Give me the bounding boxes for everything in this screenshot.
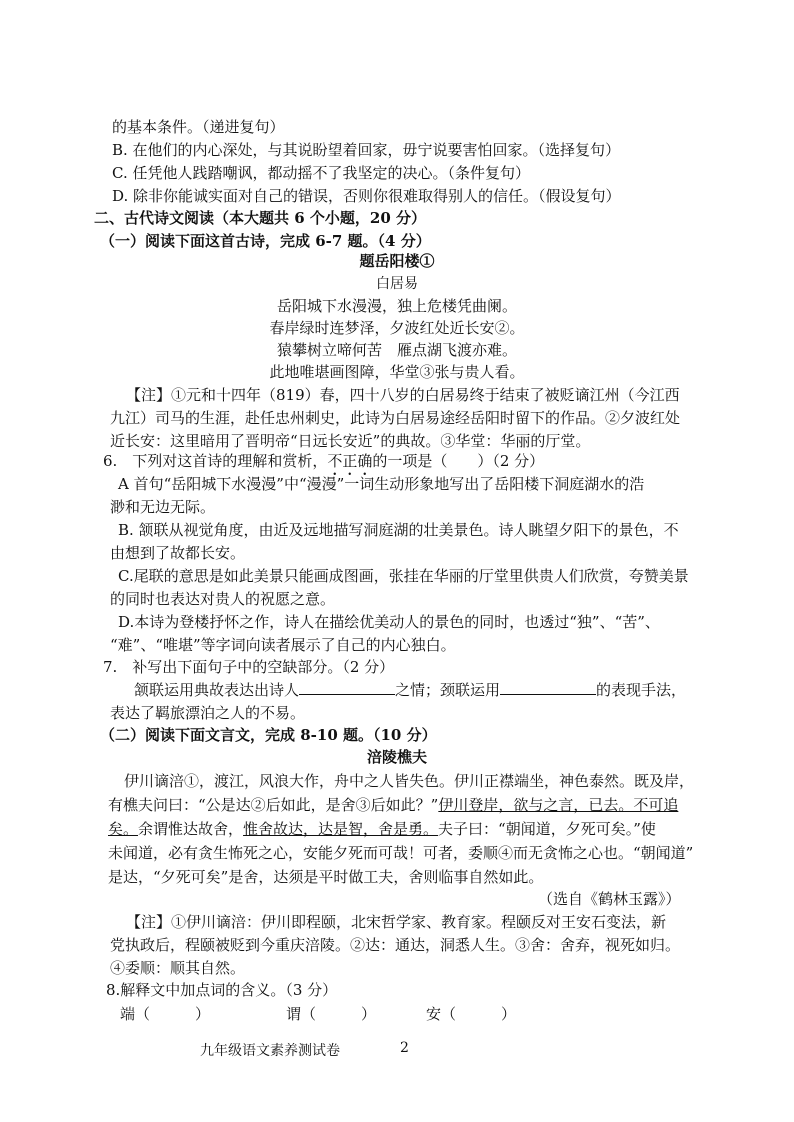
essay-line: 有樵夫问曰：“公是达②后如此，是舍③后如此？”伊川登岸，欲与之言，已去。不可追 [108, 796, 679, 814]
question-8-word: 安（ ） [426, 1005, 517, 1023]
poem-note: 【注】①元和十四年（819）春，四十八岁的白居易终于结束了被贬谪江州（今江西 [126, 386, 680, 404]
essay-note: 【注】①伊川谪涪：伊川即程颐，北宋哲学家、教育家。程颐反对王安石变法，新 [126, 913, 667, 931]
essay-note: ④委顺：顺其自然。 [110, 959, 246, 977]
option-b: B. 在他们的内心深处，与其说盼望着回家，毋宁说要害怕回家。（选择复句） [112, 141, 621, 159]
part-one-heading: （一）阅读下面这首古诗，完成 6-7 题。（4 分） [100, 232, 431, 250]
poem-line: 岳阳城下水漫漫，独上危楼凭曲阑。 [276, 297, 517, 315]
option-c: C. 任凭他人践踏嘲讽，都动摇不了我坚定的决心。（条件复句） [112, 164, 530, 182]
essay-line: 伊川谪涪①，渡江，风浪大作，舟中之人皆失色。伊川正襟端坐，神色泰然。既及岸， [124, 772, 695, 790]
question-6-option-c-cont: 的同时也表达对贵人的祝愿之意。 [110, 590, 336, 608]
section-heading: 二、古代诗文阅读（本大题共 6 个小题，20 分） [94, 209, 426, 227]
essay-source: （选自《鹤林玉露》） [538, 890, 681, 908]
poem-line: 春岸绿时连梦泽，夕波红处近长安②。 [269, 319, 525, 337]
essay-line: 矣。余谓惟达故舍，惟舍故达，达是智，舍是勇。夫子曰：“朝闻道，夕死可矣。”使 [108, 820, 656, 838]
page-number: 2 [400, 1040, 409, 1056]
question-7-stem: 7. 补写出下面句子中的空缺部分。（2 分） [103, 658, 395, 676]
question-6-option-a: A 首句“岳阳城下水漫漫”中“漫漫”一词生动形象地写出了岳阳楼下洞庭湖水的浩 [118, 475, 645, 493]
option-d: D. 除非你能诚实面对自己的错误，否则你很难取得别人的信任。（假设复句） [112, 187, 621, 205]
question-8-stem: 8.解释文中加点词的含义。（3 分） [106, 981, 338, 999]
essay-title: 涪陵樵夫 [366, 748, 427, 766]
question-6-option-c: C.尾联的意思是如此美景只能画成图画，张挂在华丽的厅堂里供贵人们欣赏，夸赞美景 [118, 567, 689, 585]
poem-note: 九江）司马的生涯，赴任忠州刺史，此诗为白居易途经岳阳时留下的作品。②夕波红处 [110, 409, 681, 427]
answer-blank[interactable] [500, 680, 596, 695]
poem-note: 近长安：这里暗用了晋明帝“日远长安近”的典故。③华堂：华丽的厅堂。 [110, 432, 591, 450]
question-6-option-b: B. 颔联从视觉角度，由近及远地描写洞庭湖的壮美景色。诗人眺望夕阳下的景色，不 [118, 521, 679, 539]
poem-title: 题岳阳楼① [359, 252, 435, 270]
question-8-word: 端（ ） [120, 1005, 211, 1023]
emphasis-text: 不正确 [327, 452, 373, 470]
footer-title: 九年级语文素养测试卷 [200, 1043, 340, 1059]
essay-note: 党执政后，程颐被贬到今重庆涪陵。②达：通达，洞悉人生。③舍：舍弃，视死如归。 [110, 936, 681, 954]
question-7-line-cont: 表达了羁旅漂泊之人的不易。 [110, 704, 306, 722]
question-7-line: 颔联运用典故表达出诗人 之情；颈联运用 的表现手法， [134, 681, 687, 699]
poem-author: 白居易 [376, 276, 418, 292]
question-6-stem: 6. 下列对这首诗的理解和赏析，不正确的一项是（ ）（2 分） [103, 452, 545, 470]
essay-line: 是达，“夕死可矣”是舍，达须是平时做工夫，舍则临事自然如此。 [108, 868, 544, 886]
question-6-option-a-cont: 渺和无边无际。 [110, 498, 216, 516]
part-two-heading: （二）阅读下面文言文，完成 8-10 题。（10 分） [100, 726, 437, 744]
poem-line: 此地唯堪画图障，华堂③张与贵人看。 [269, 363, 525, 381]
question-8-word: 谓（ ） [286, 1005, 377, 1023]
answer-blank[interactable] [299, 680, 395, 695]
question-6-option-d-cont: “难”、“唯堪”等字词向读者展示了自己的内心独白。 [110, 636, 456, 654]
continued-line: 的基本条件。（递进复句） [112, 118, 285, 136]
question-6-option-b-cont: 由想到了故都长安。 [110, 544, 246, 562]
poem-line: 猿攀树立啼何苦 雁点湖飞渡亦难。 [276, 341, 517, 359]
question-6-option-d: D.本诗为登楼抒怀之作，诗人在描绘优美动人的景色的同时，也透过“独”、“苦”、 [118, 613, 660, 631]
essay-line: 未闻道，必有贪生怖死之心，安能夕死而可哉！可者，委顺④而无贪怖之心也。“朝闻道” [108, 844, 694, 862]
